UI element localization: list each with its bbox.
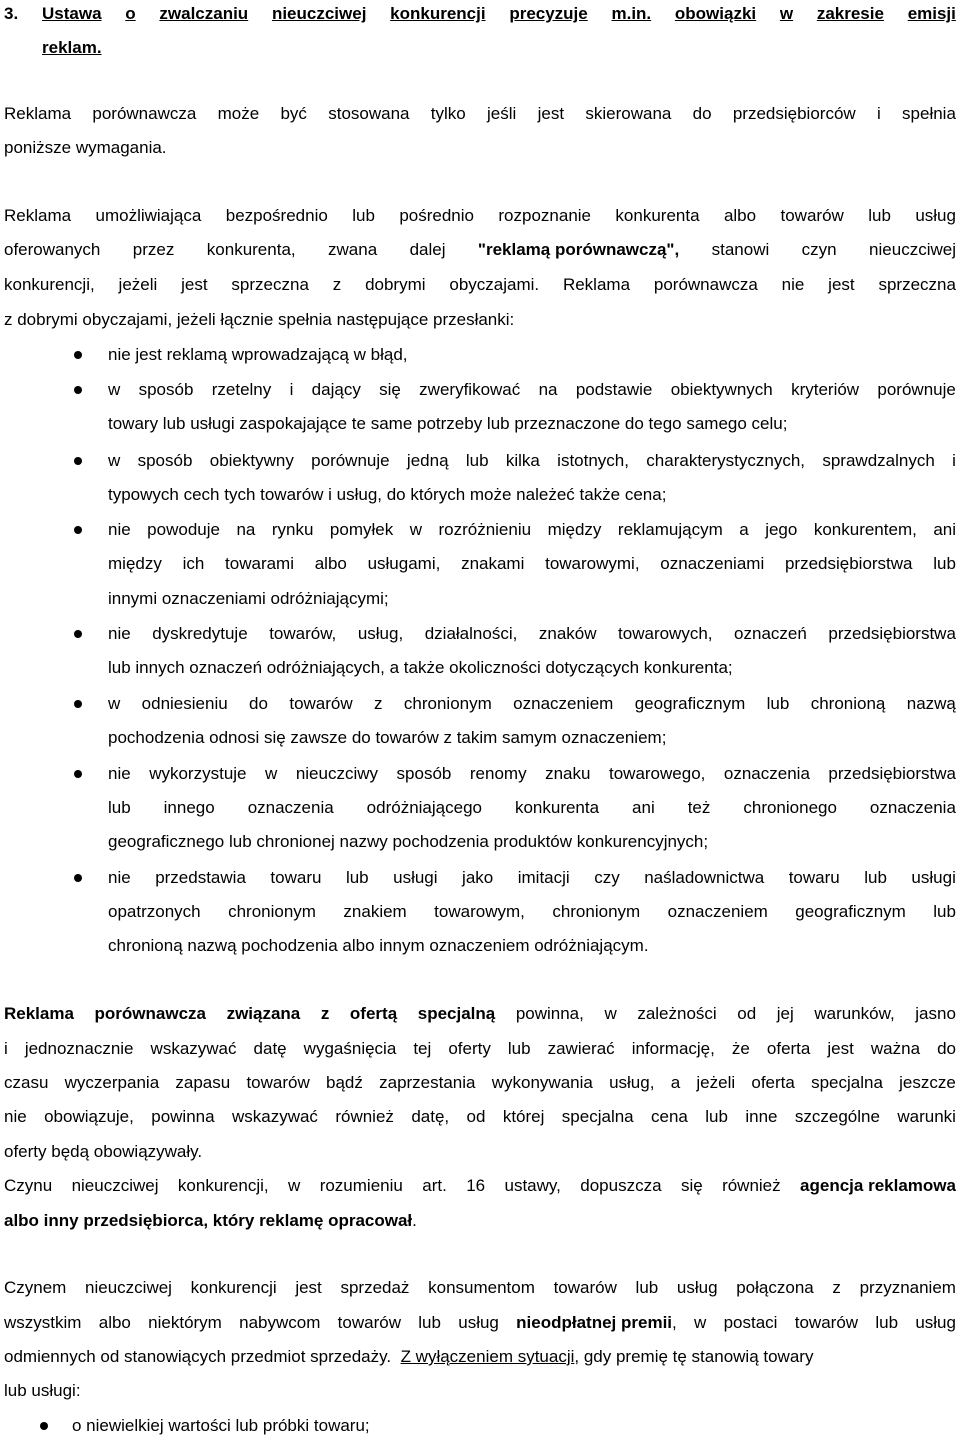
- special-offer-line-4: nie obowiązuje, powinna wskazywać również datę, od której specjalna cena lub inne szczególne warunki: [4, 1107, 956, 1126]
- bullet-dot: [74, 700, 82, 708]
- definition-line-1: Reklama umożliwiająca bezpośrednio lub pośrednio rozpoznanie konkurenta albo towarów lub usług: [4, 206, 956, 225]
- bullet-dot: [74, 351, 82, 359]
- bullet-dot: [74, 874, 82, 882]
- agency-line-2: albo inny przedsiębiorca, który reklamę opracował.: [4, 1211, 417, 1230]
- condition-7-line-2: lub innego oznaczenia odróżniającego konkurenta ani też chronionego oznaczenia: [108, 798, 956, 817]
- exception-phrase: Z wyłączeniem sytuacji: [400, 1347, 575, 1366]
- bullet-dot: [74, 457, 82, 465]
- bullet-dot: [74, 526, 82, 534]
- condition-2-line-2: towary lub usługi zaspokajające te same potrzeby lub przeznaczone do tego samego celu;: [108, 414, 788, 433]
- premium-line-3: odmiennych od stanowiących przedmiot sprzedaży. Z wyłączeniem sytuacji, gdy premię tę stanowią towary: [4, 1347, 814, 1366]
- condition-4-line-2: między ich towarami albo usługami, znakami towarowymi, oznaczeniami przedsiębiorstwa lub: [108, 554, 956, 573]
- intro-line-1: Reklama porównawcza może być stosowana tylko jeśli jest skierowana do przedsiębiorców i spełnia: [4, 104, 956, 123]
- bullet-dot: [74, 770, 82, 778]
- term-nieodplatnej-premii: nieodpłatnej premii: [516, 1313, 673, 1332]
- condition-7-line-1: nie wykorzystuje w nieuczciwy sposób renomy znaku towarowego, oznaczenia przedsiębiorstwa: [108, 764, 956, 783]
- bullet-dot: [74, 386, 82, 394]
- bullet-dot: [74, 630, 82, 638]
- heading-line-1: Ustawa o zwalczaniu nieuczciwej konkurencji precyzuje m.in. obowiązki w zakresie emisji: [42, 4, 956, 23]
- condition-5-line-1: nie dyskredytuje towarów, usług, działalności, znaków towarowych, oznaczeń przedsiębiorstwa: [108, 624, 956, 643]
- condition-5-line-2: lub innych oznaczeń odróżniających, a także okoliczności dotyczących konkurenta;: [108, 658, 733, 677]
- premium-bullet-1: o niewielkiej wartości lub próbki towaru;: [72, 1416, 370, 1435]
- condition-8-line-2: opatrzonych chronionym znakiem towarowym, chronionym oznaczeniem geograficznym lub: [108, 902, 956, 921]
- condition-3-line-1: w sposób obiektywny porównuje jedną lub kilka istotnych, charakterystycznych, sprawdzalnych i: [108, 451, 956, 470]
- bullet-dot: [40, 1422, 48, 1430]
- special-offer-line-5: oferty będą obowiązywały.: [4, 1142, 203, 1161]
- definition-line-3: konkurencji, jeżeli jest sprzeczna z dobrymi obyczajami. Reklama porównawcza nie jest sprzeczna: [4, 275, 956, 294]
- term-reklama-porownawcza: "reklamą porównawczą",: [477, 240, 680, 259]
- agency-line-1: Czynu nieuczciwej konkurencji, w rozumieniu art. 16 ustawy, dopuszcza się również agencja reklamowa: [4, 1176, 956, 1195]
- condition-3-line-2: typowych cech tych towarów i usług, do których może należeć także cena;: [108, 485, 667, 504]
- premium-line-2: wszystkim albo niektórym nabywcom towarów lub usług nieodpłatnej premii, w postaci towarów lub usług: [4, 1313, 956, 1332]
- condition-6-line-1: w odniesieniu do towarów z chronionym oznaczeniem geograficznym lub chronioną nazwą: [108, 694, 956, 713]
- condition-4-line-1: nie powoduje na rynku pomyłek w rozróżnieniu między reklamującym a jego konkurentem, ani: [108, 520, 956, 539]
- premium-line-1: Czynem nieuczciwej konkurencji jest sprzedaż konsumentom towarów lub usług połączona z przyznaniem: [4, 1278, 956, 1297]
- condition-1: nie jest reklamą wprowadzającą w błąd,: [108, 345, 408, 364]
- definition-line-2: oferowanych przez konkurenta, zwana dalej "reklamą porównawczą", stanowi czyn nieuczciwej: [4, 240, 956, 259]
- condition-8-line-3: chronioną nazwą pochodzenia albo innym oznaczeniem odróżniającym.: [108, 936, 649, 955]
- condition-6-line-2: pochodzenia odnosi się zawsze do towarów z takim samym oznaczeniem;: [108, 728, 667, 747]
- condition-7-line-3: geograficznego lub chronionej nazwy pochodzenia produktów konkurencyjnych;: [108, 832, 709, 851]
- special-offer-line-2: i jednoznacznie wskazywać datę wygaśnięcia tej oferty lub zawierać informację, że oferta jest ważna do: [4, 1039, 956, 1058]
- condition-4-line-3: innymi oznaczeniami odróżniającymi;: [108, 589, 389, 608]
- special-offer-line-3: czasu wyczerpania zapasu towarów bądź zaprzestania wykonywania usług, a jeżeli oferta specjalna jeszcze: [4, 1073, 956, 1092]
- intro-line-2: poniższe wymagania.: [4, 138, 167, 157]
- heading-line-2: reklam.: [42, 38, 102, 57]
- condition-8-line-1: nie przedstawia towaru lub usługi jako imitacji czy naśladownictwa towaru lub usługi: [108, 868, 956, 887]
- definition-line-4: z dobrymi obyczajami, jeżeli łącznie spełnia następujące przesłanki:: [4, 310, 515, 329]
- term-agencja-reklamowa: agencja reklamowa: [800, 1176, 956, 1195]
- premium-line-4: lub usługi:: [4, 1381, 81, 1400]
- special-offer-line-1: Reklama porównawcza związana z ofertą specjalną powinna, w zależności od jej warunków, jasno: [4, 1004, 956, 1023]
- heading-number: 3.: [4, 4, 19, 23]
- condition-2-line-1: w sposób rzetelny i dający się zweryfikować na podstawie obiektywnych kryteriów porównuje: [108, 380, 956, 399]
